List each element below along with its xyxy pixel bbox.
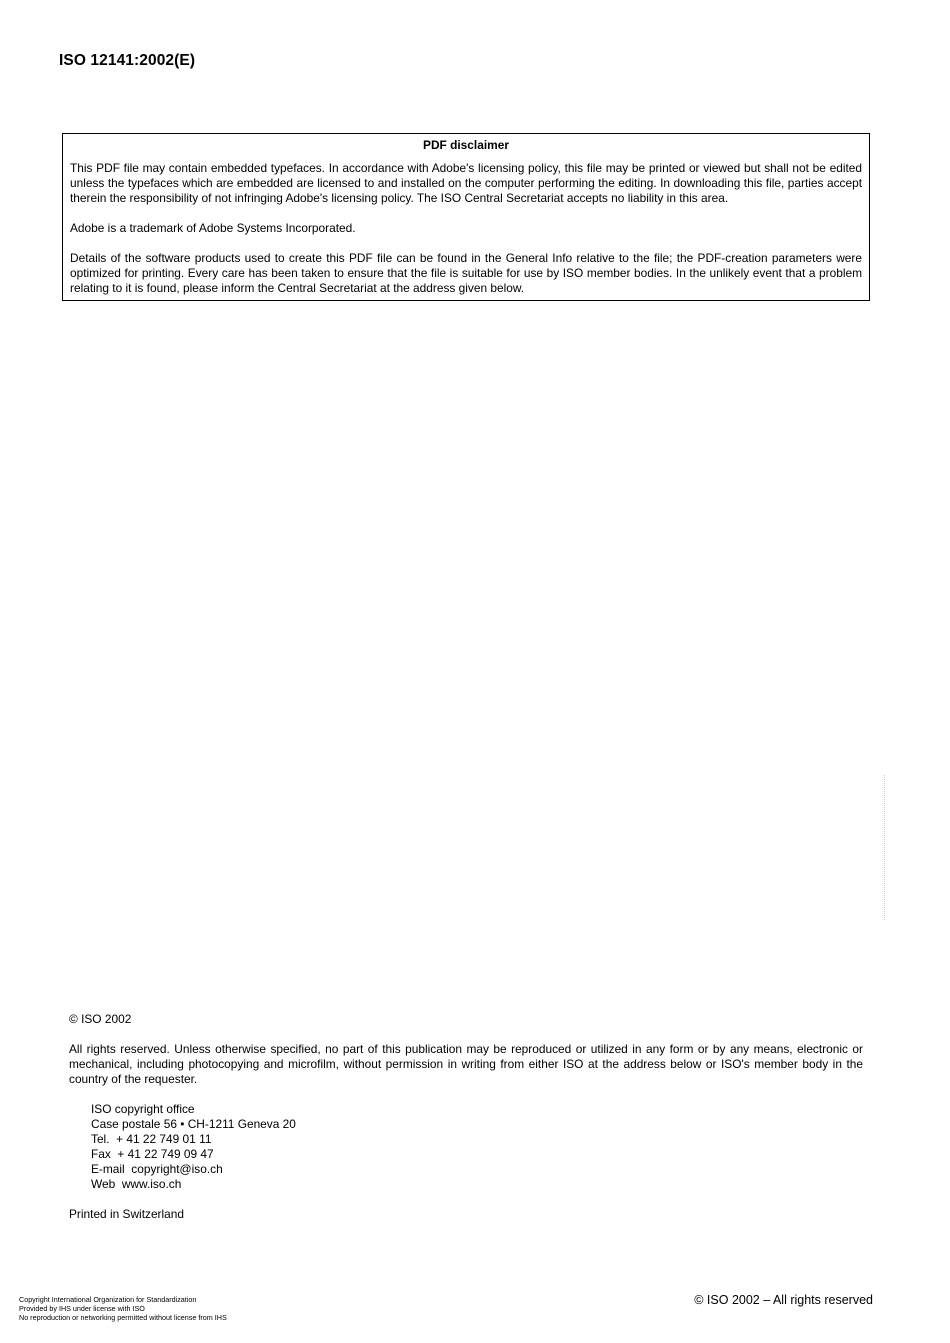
address-line-postal: Case postale 56 • CH-1211 Geneva 20: [91, 1117, 296, 1131]
pdf-disclaimer-box: [62, 133, 870, 301]
footer-notice-line: Copyright International Organization for Standardization: [19, 1295, 197, 1304]
address-line-fax: Fax + 41 22 749 09 47: [91, 1147, 214, 1161]
footer-notice-line: No reproduction or networking permitted without license from IHS: [19, 1313, 227, 1323]
footer-rights-reserved: © ISO 2002 – All rights reserved: [694, 1293, 873, 1307]
disclaimer-title: PDF disclaimer: [423, 138, 509, 152]
address-line-email: E-mail copyright@iso.ch: [91, 1162, 223, 1176]
disclaimer-paragraph-software: Details of the software products used to create this PDF file can be found in the General Info relative to the file; the PDF-creation parameters were optimized for printing. Every care has been taken to ensure that the file is suitable for use by ISO member bodies. In the unlikely event that a problem relating to it is found, please inform the Central Secretariat at the address given below.: [70, 251, 862, 295]
disclaimer-paragraph-trademark: Adobe is a trademark of Adobe Systems Incorporated.: [70, 221, 356, 235]
copyright-line: © ISO 2002: [69, 1012, 132, 1026]
document-id: ISO 12141:2002(E): [59, 52, 196, 69]
copyright-office-address: [91, 1102, 863, 1192]
address-line-tel: Tel. + 41 22 749 01 11: [91, 1132, 212, 1146]
footer-license-notice: [19, 1295, 227, 1323]
rights-reserved-paragraph: All rights reserved. Unless otherwise specified, no part of this publication may be reproduced or utilized in any form or by any means, electronic or mechanical, including photocopying and microfilm, without permission in writing from either ISO at the address below or ISO's member body in the country of the requester.: [69, 1042, 863, 1086]
copyright-block: [69, 1012, 863, 1222]
address-line-web: Web www.iso.ch: [91, 1177, 182, 1191]
disclaimer-paragraph-typefaces: This PDF file may contain embedded typefaces. In accordance with Adobe's licensing policy, this file may be printed or viewed but shall not be edited unless the typefaces which are embedded are licensed to and installed on the computer performing the editing. In downloading this file, parties accept therein the responsibility of not infringing Adobe's licensing policy. The ISO Central Secretariat accepts no liability in this area.: [70, 161, 862, 205]
address-line-office: ISO copyright office: [91, 1102, 195, 1116]
footer-notice-line: Provided by IHS under license with ISO: [19, 1304, 145, 1314]
margin-dotted-mark: [884, 775, 889, 920]
printed-in-line: Printed in Switzerland: [69, 1207, 184, 1221]
